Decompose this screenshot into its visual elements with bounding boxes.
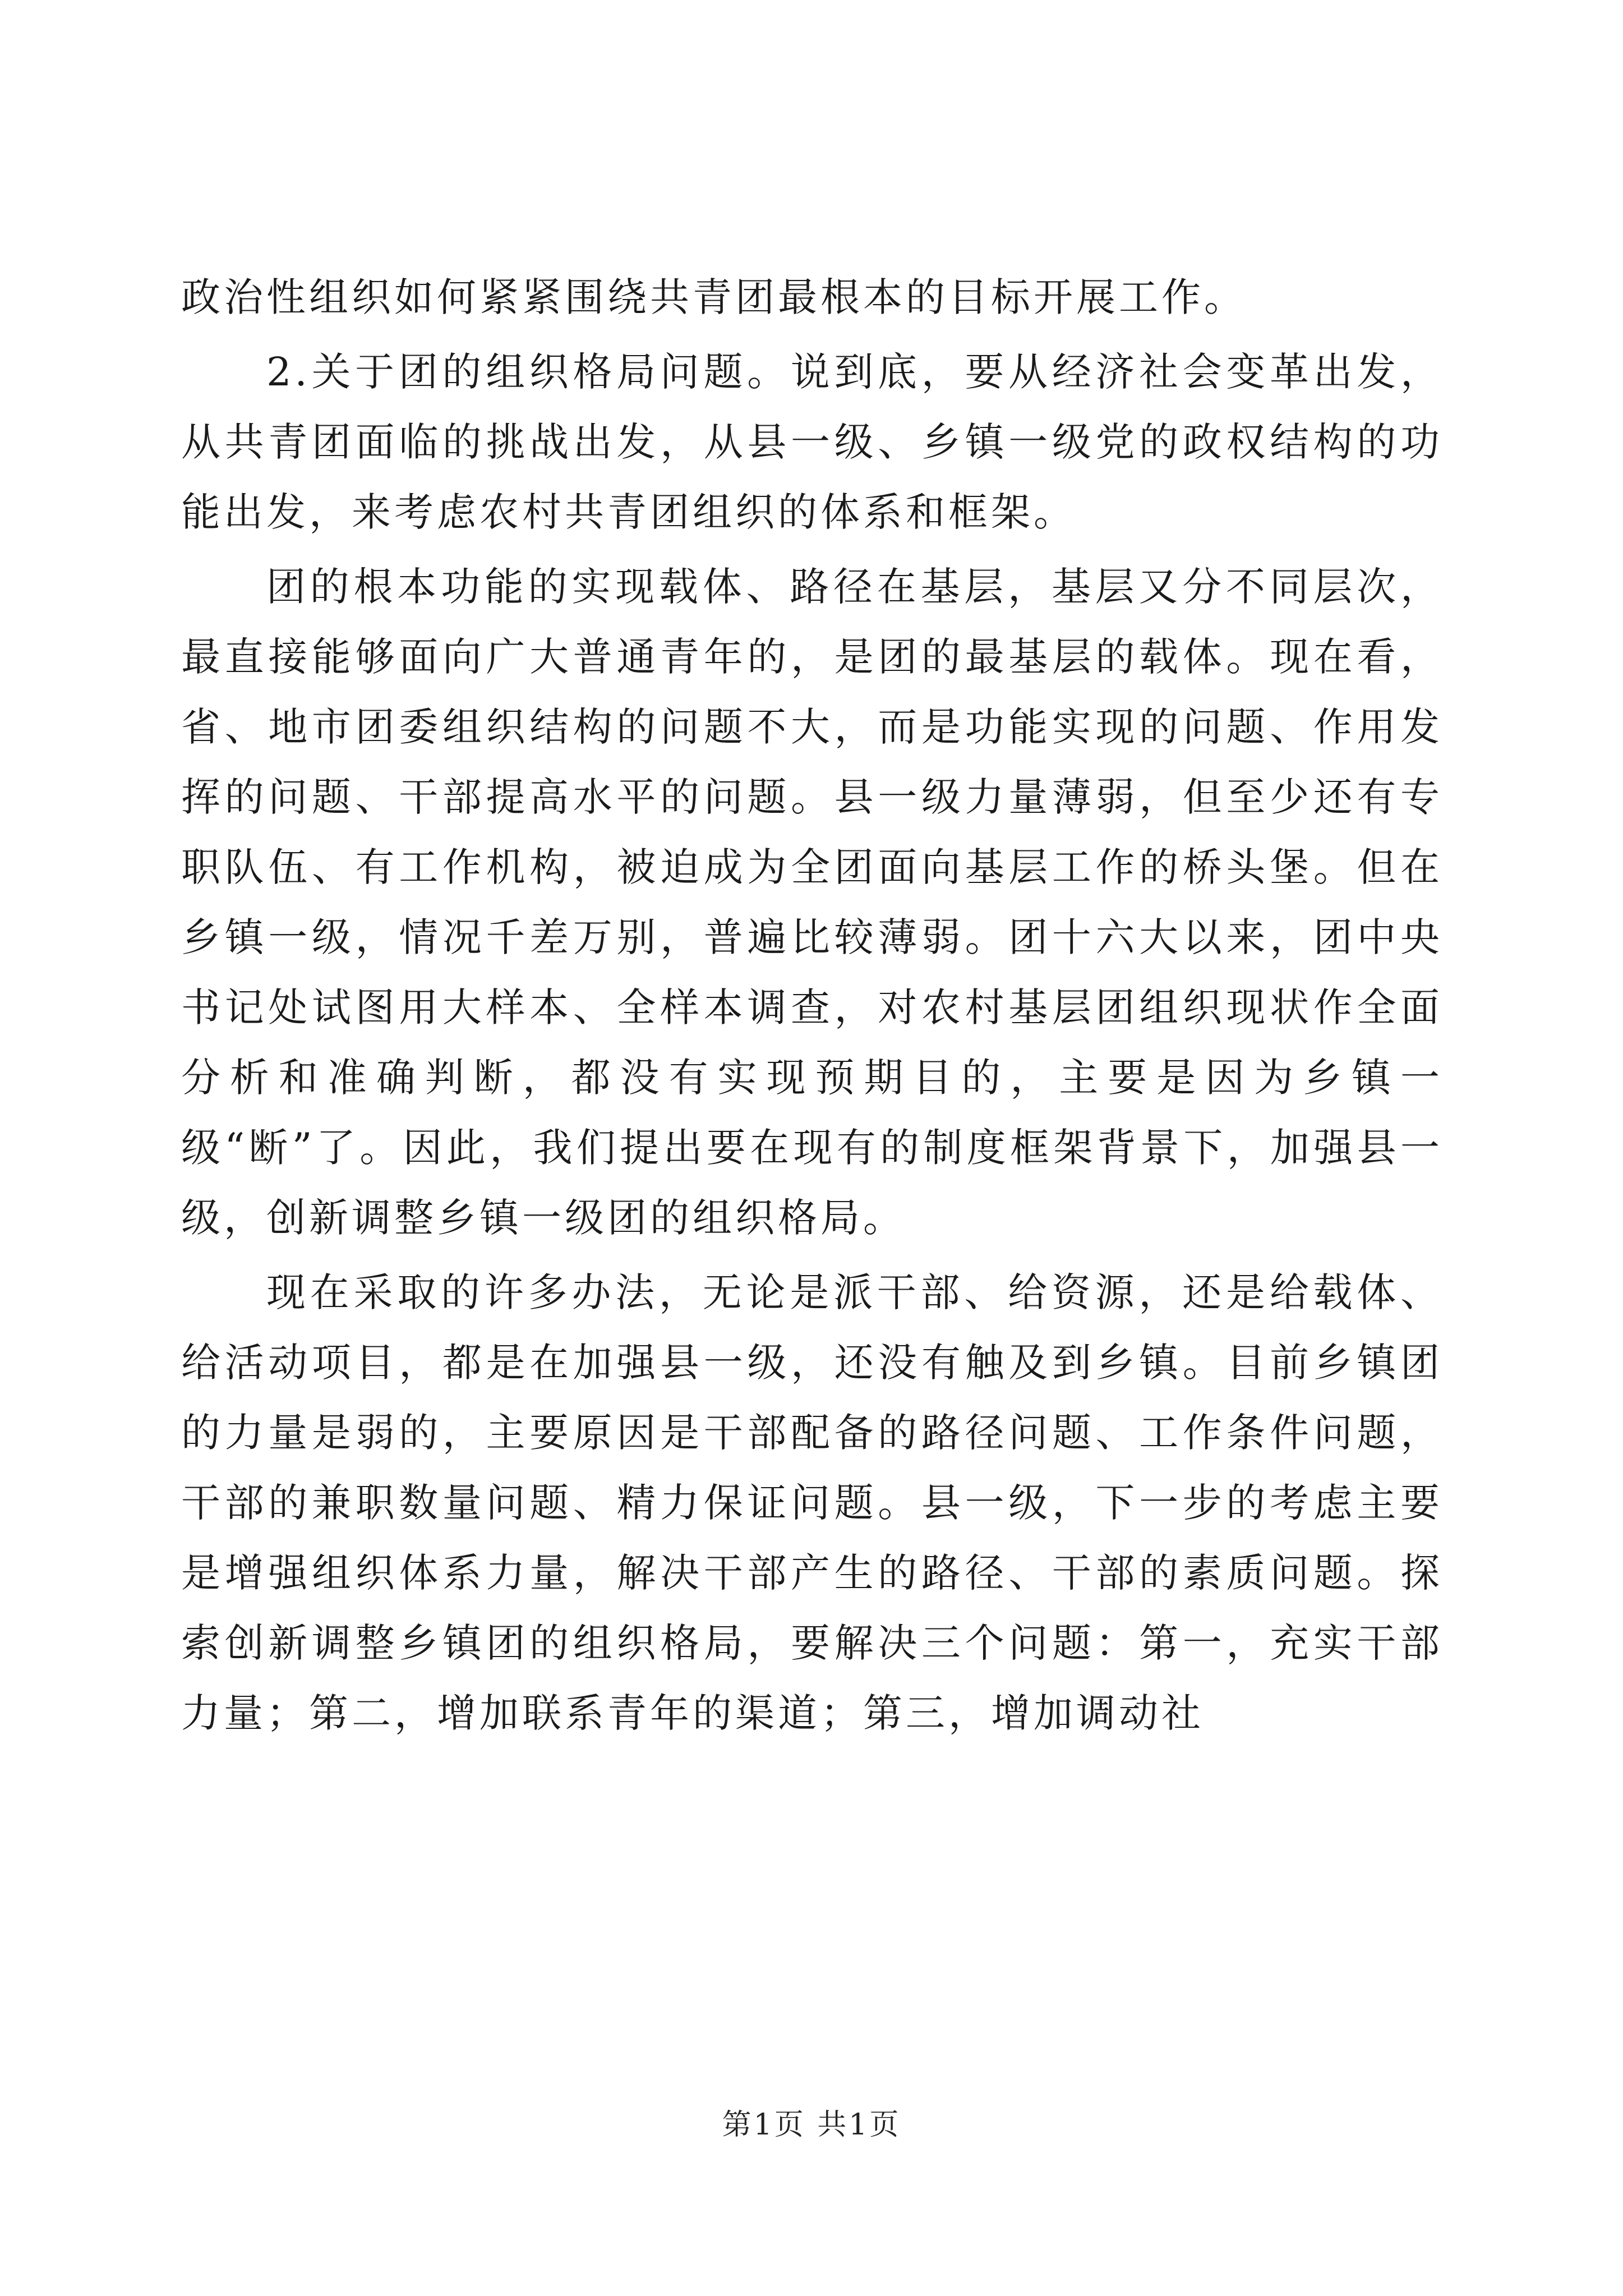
paragraph-measures: 现在采取的许多办法，无论是派干部、给资源，还是给载体、给活动项目，都是在加强县一级，还没有触及到乡镇。目前乡镇团的力量是弱的，主要原因是干部配备的路径问题、工作条件问题，干部的兼职数量问题、精力保证问题。县一级，下一步的考虑主要是增强组织体系力量，解决干部产生的路径、干部的素质问题。探索创新调整乡镇团的组织格局，要解决三个问题：第一，充实干部力量；第二，增加联系青年的渠道；第三，增加调动社: [181, 1269, 1443, 1736]
paragraph-spacer: [181, 1253, 1443, 1258]
paragraph-continued: 政治性组织如何紧紧围绕共青团最根本的目标开展工作。: [181, 274, 1247, 320]
paragraph-org-structure: 2.关于团的组织格局问题。说到底，要从经济社会变革出发，从共青团面临的挑战出发，从县一级、乡镇一级党的政权结构的功能出发，来考虑农村共青团组织的体系和框架。: [181, 349, 1443, 535]
document-body: [181, 263, 1443, 1749]
paragraph-spacer: [181, 333, 1443, 337]
paragraph-grassroots: 团的根本功能的实现载体、路径在基层，基层又分不同层次，最直接能够面向广大普通青年的，是团的最基层的载体。现在看，省、地市团委组织结构的问题不大，而是功能实现的问题、作用发挥的问题、干部提高水平的问题。县一级力量薄弱，但至少还有专职队伍、有工作机构，被迫成为全团面向基层工作的桥头堡。但在乡镇一级，情况千差万别，普遍比较薄弱。团十六大以来，团中央书记处试图用大样本、全样本调查，对农村基层团组织现状作全面分析和准确判断，都没有实现预期目的，主要是因为乡镇一级“断”了。因此，我们提出要在现有的制度框架背景下，加强县一级，创新调整乡镇一级团的组织格局。: [181, 564, 1443, 1241]
page-footer: 第1页 共1页: [722, 2108, 901, 2142]
paragraph-spacer: [181, 547, 1443, 552]
